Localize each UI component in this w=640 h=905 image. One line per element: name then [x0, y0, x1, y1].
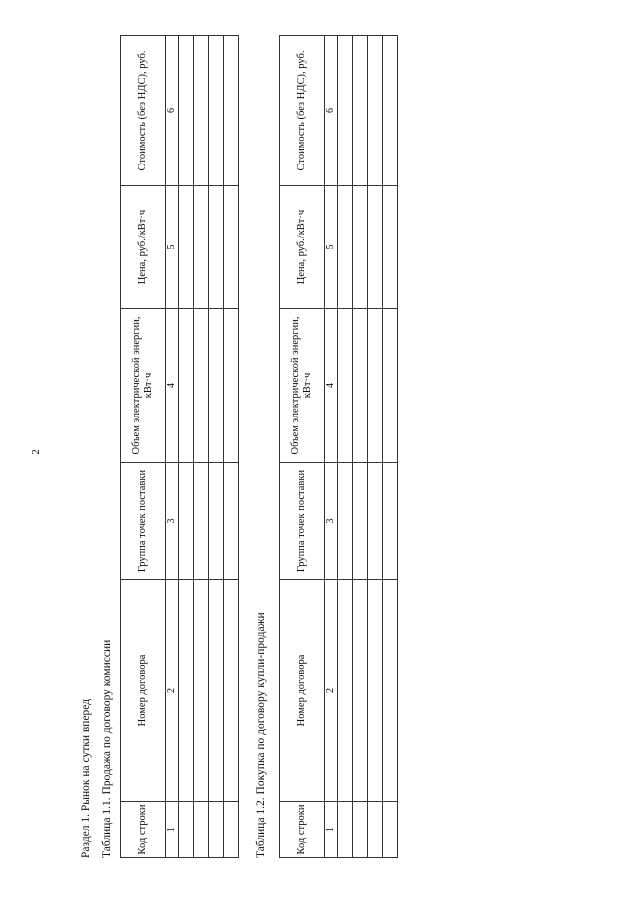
header-cell: Объем электрической энергии, кВт·ч	[121, 309, 166, 463]
column-number-cell: 1	[166, 802, 179, 858]
table-row	[338, 36, 353, 858]
empty-cell[interactable]	[353, 580, 368, 802]
empty-cell[interactable]	[209, 802, 224, 858]
header-cell: Группа точек поставки	[121, 463, 166, 580]
table-row	[209, 36, 224, 858]
empty-cell[interactable]	[353, 309, 368, 463]
empty-cell[interactable]	[368, 463, 383, 580]
empty-cell[interactable]	[209, 186, 224, 309]
column-number-cell: 1	[325, 802, 338, 858]
header-cell: Стоимость (без НДС), руб.	[280, 36, 325, 186]
empty-cell[interactable]	[383, 580, 398, 802]
empty-cell[interactable]	[194, 309, 209, 463]
empty-cell[interactable]	[194, 186, 209, 309]
column-number-cell: 2	[325, 580, 338, 802]
empty-cell[interactable]	[383, 36, 398, 186]
empty-cell[interactable]	[224, 580, 239, 802]
empty-cell[interactable]	[209, 580, 224, 802]
empty-cell[interactable]	[209, 463, 224, 580]
table-row	[368, 36, 383, 858]
empty-cell[interactable]	[194, 802, 209, 858]
empty-cell[interactable]	[353, 463, 368, 580]
empty-cell[interactable]	[383, 463, 398, 580]
empty-cell[interactable]	[338, 463, 353, 580]
column-number-cell: 6	[325, 36, 338, 186]
empty-cell[interactable]	[209, 309, 224, 463]
empty-cell[interactable]	[338, 309, 353, 463]
table-2-column-number-row	[325, 36, 338, 858]
table-2-header-row	[280, 36, 325, 858]
table-row	[353, 36, 368, 858]
header-cell: Код строки	[121, 802, 166, 858]
empty-cell[interactable]	[368, 309, 383, 463]
table-row	[383, 36, 398, 858]
table-1-column-number-row	[166, 36, 179, 858]
empty-cell[interactable]	[224, 802, 239, 858]
empty-cell[interactable]	[179, 580, 194, 802]
empty-cell[interactable]	[353, 186, 368, 309]
empty-cell[interactable]	[338, 802, 353, 858]
column-number-cell: 2	[166, 580, 179, 802]
table-1-header-row	[121, 36, 166, 858]
header-cell: Цена, руб./кВт·ч	[121, 186, 166, 309]
empty-cell[interactable]	[383, 186, 398, 309]
table-1	[120, 35, 239, 858]
empty-cell[interactable]	[179, 802, 194, 858]
empty-cell[interactable]	[224, 309, 239, 463]
header-cell: Код строки	[280, 802, 325, 858]
empty-cell[interactable]	[179, 463, 194, 580]
column-number-cell: 5	[166, 186, 179, 309]
header-cell: Стоимость (без НДС), руб.	[121, 36, 166, 186]
empty-cell[interactable]	[338, 186, 353, 309]
empty-cell[interactable]	[368, 580, 383, 802]
empty-cell[interactable]	[179, 309, 194, 463]
empty-cell[interactable]	[194, 463, 209, 580]
empty-cell[interactable]	[383, 309, 398, 463]
empty-cell[interactable]	[194, 580, 209, 802]
column-number-cell: 6	[166, 36, 179, 186]
header-cell: Цена, руб./кВт·ч	[280, 186, 325, 309]
table-1-caption: Таблица 1.1. Продажа по договору комиссии	[101, 639, 113, 858]
empty-cell[interactable]	[368, 802, 383, 858]
rotated-content	[80, 36, 420, 858]
empty-cell[interactable]	[224, 463, 239, 580]
column-number-cell: 4	[166, 309, 179, 463]
column-number-cell: 5	[325, 186, 338, 309]
empty-cell[interactable]	[209, 36, 224, 186]
column-number-cell: 3	[166, 463, 179, 580]
table-2	[279, 35, 398, 858]
empty-cell[interactable]	[338, 580, 353, 802]
empty-cell[interactable]	[338, 36, 353, 186]
table-row	[179, 36, 194, 858]
empty-cell[interactable]	[194, 36, 209, 186]
empty-cell[interactable]	[179, 36, 194, 186]
empty-cell[interactable]	[179, 186, 194, 309]
column-number-cell: 3	[325, 463, 338, 580]
header-cell: Объем электрической энергии, кВт·ч	[280, 309, 325, 463]
section-title: Раздел 1. Рынок на сутки вперед	[80, 698, 92, 858]
header-cell: Группа точек поставки	[280, 463, 325, 580]
header-cell: Номер договора	[280, 580, 325, 802]
table-2-caption: Таблица 1.2. Покупка по договору купли-продажи	[255, 612, 267, 858]
empty-cell[interactable]	[368, 36, 383, 186]
page-number: 2	[30, 449, 42, 455]
table-row	[224, 36, 239, 858]
empty-cell[interactable]	[224, 36, 239, 186]
column-number-cell: 4	[325, 309, 338, 463]
empty-cell[interactable]	[383, 802, 398, 858]
header-cell: Номер договора	[121, 580, 166, 802]
empty-cell[interactable]	[353, 36, 368, 186]
empty-cell[interactable]	[368, 186, 383, 309]
empty-cell[interactable]	[224, 186, 239, 309]
table-row	[194, 36, 209, 858]
empty-cell[interactable]	[353, 802, 368, 858]
